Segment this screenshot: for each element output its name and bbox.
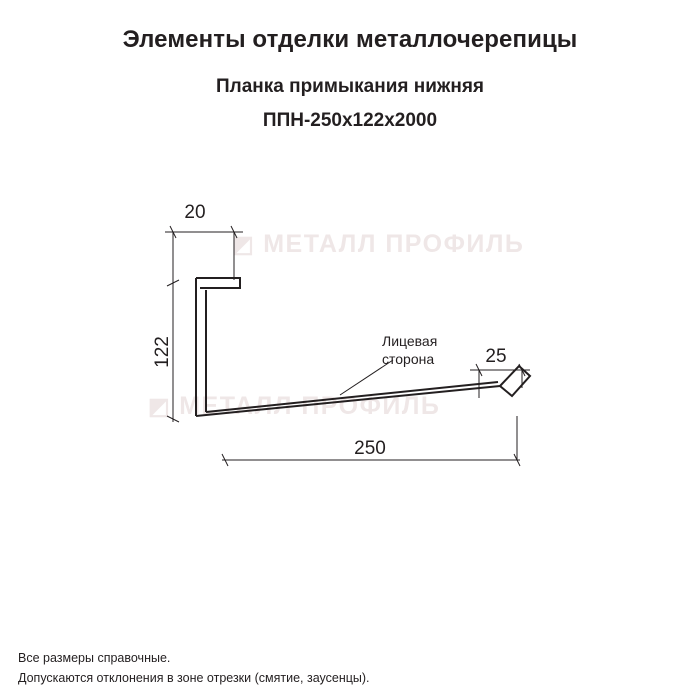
face-side-label-line2: сторона (382, 351, 435, 367)
profile-outline (196, 278, 530, 416)
dimension-lines (165, 226, 530, 466)
watermark-text: МЕТАЛЛ ПРОФИЛЬ (179, 392, 441, 420)
dim-right-flange: 25 (485, 346, 507, 367)
page-title: Элементы отделки металлочерепицы (122, 26, 578, 53)
product-name: Планка примыкания нижняя (215, 76, 485, 97)
watermark-text: МЕТАЛЛ ПРОФИЛЬ (263, 230, 525, 258)
watermark-logo-icon: ◩ (148, 393, 172, 419)
footer-notes (18, 649, 370, 688)
dim-height: 122 (152, 336, 173, 368)
product-code: ППН-250х122х2000 (262, 110, 438, 131)
title-block (0, 0, 700, 132)
footer-line-1: Все размеры справочные. (18, 651, 171, 666)
footer-line-2: Допускаются отклонения в зоне отрезки (смятие, заусенцы). (18, 670, 370, 685)
dim-bottom-width: 250 (354, 438, 386, 459)
face-side-label-line1: Лицевая (382, 333, 438, 349)
technical-drawing (0, 170, 700, 530)
dim-top-width: 20 (184, 202, 206, 223)
drawing-svg (0, 170, 700, 530)
watermark-logo-icon: ◩ (232, 231, 256, 257)
